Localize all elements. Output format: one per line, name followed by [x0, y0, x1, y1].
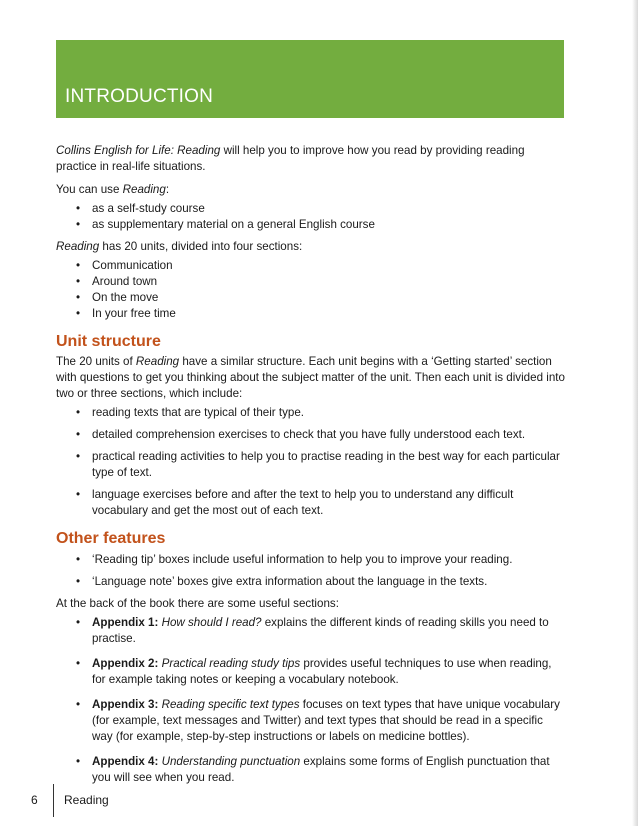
list-item: • language exercises before and after the text to help you to understand any difficult vocabulary and get the most out of each text. — [56, 487, 566, 519]
unit-structure-paragraph — [56, 354, 566, 402]
list-item: • Around town — [56, 274, 566, 290]
reading-title: Reading — [135, 355, 180, 368]
features-list — [56, 552, 566, 590]
list-item: • as a self-study course — [56, 201, 566, 217]
intro-paragraph-2-text: You can use — [56, 183, 123, 196]
page-edge-shadow — [632, 0, 638, 826]
footer-divider — [53, 784, 54, 817]
unit-structure-heading: Unit structure — [56, 333, 161, 350]
reading-title: Reading — [122, 183, 166, 196]
appendix-name: Appendix 4: — [92, 755, 159, 768]
unit-structure-text-pre: The 20 units of — [56, 355, 136, 368]
list-item: • On the move — [56, 290, 566, 306]
reading-title: Reading — [56, 240, 100, 253]
appendices-list — [56, 615, 566, 786]
appendix-item — [56, 615, 566, 647]
appendix-item — [56, 754, 566, 786]
sections-list — [56, 258, 566, 322]
intro-paragraph-1-text: will help you to improve how you read by providing reading practice in real-life situations. — [56, 144, 525, 173]
list-item: • ‘Reading tip’ boxes include useful information to help you to improve your reading. — [56, 552, 566, 568]
book-title: Collins English for Life: Reading — [56, 144, 221, 157]
appendix-title: Reading specific text types — [161, 698, 300, 711]
appendix-text: focuses on text types that have unique vocabulary (for example, text messages and Twitter) and text types that should be read in a specific way (for example, step-by-step instructions or labels on medicine bottles). — [92, 698, 560, 743]
unit-structure-list — [56, 405, 566, 519]
main-content — [56, 143, 566, 795]
unit-structure-text: have a similar structure. Each unit begins with a ‘Getting started’ section with questions to get you thinking about the subject matter of the unit. Then each unit is divided into two or three sections, which include: — [56, 355, 565, 400]
appendix-name: Appendix 3: — [92, 698, 159, 711]
page-title: INTRODUCTION — [65, 86, 214, 107]
list-item: • In your free time — [56, 306, 566, 322]
list-item: • detailed comprehension exercises to check that you have fully understood each text. — [56, 427, 566, 443]
page-number: 6 — [31, 793, 38, 807]
list-item: • as supplementary material on a general English course — [56, 217, 566, 233]
intro-paragraph-3-text: has 20 units, divided into four sections: — [99, 240, 303, 253]
intro-paragraph-2 — [56, 182, 566, 198]
appendix-item — [56, 656, 566, 688]
appendix-title: Practical reading study tips — [161, 657, 301, 670]
appendix-item — [56, 697, 566, 745]
appendix-text: explains the different kinds of reading skills you need to practise. — [92, 616, 549, 645]
appendix-title: How should I read? — [161, 616, 262, 629]
list-item: • practical reading activities to help you to practise reading in the best way for each particular type of text. — [56, 449, 566, 481]
title-band — [56, 40, 564, 118]
back-of-book-intro: At the back of the book there are some useful sections: — [56, 597, 339, 610]
appendix-name: Appendix 2: — [92, 657, 159, 670]
uses-list — [56, 201, 566, 233]
appendix-text: provides useful techniques to use when reading, for example taking notes or keeping a vocabulary notebook. — [92, 657, 552, 686]
other-features-heading: Other features — [56, 530, 166, 547]
intro-paragraph-2-colon: : — [165, 183, 170, 196]
appendix-title: Understanding punctuation — [161, 755, 301, 768]
appendix-name: Appendix 1: — [92, 616, 159, 629]
list-item: • reading texts that are typical of their type. — [56, 405, 566, 421]
running-title: Reading — [64, 793, 109, 807]
intro-paragraph-1 — [56, 143, 566, 175]
intro-paragraph-3 — [56, 239, 566, 255]
list-item: • Communication — [56, 258, 566, 274]
appendix-text: explains some forms of English punctuation that you will see when you read. — [92, 755, 550, 784]
list-item: • ‘Language note’ boxes give extra information about the language in the texts. — [56, 574, 566, 590]
